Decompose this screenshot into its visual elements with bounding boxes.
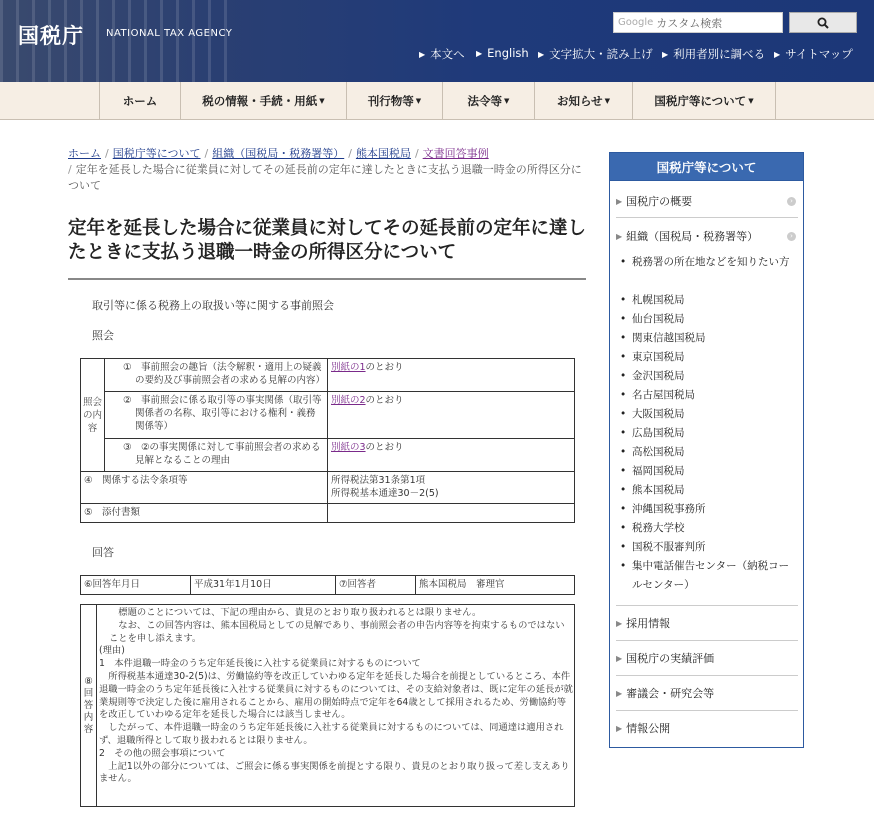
bullet-icon: • <box>620 313 627 325</box>
breadcrumb-current: 定年を延長した場合に従業員に対してその延長前の定年に達したときに支払う退職一時金の所得区分について <box>68 163 582 192</box>
bullet-icon: • <box>620 427 627 439</box>
sidebar-subitem[interactable]: • 札幌国税局 <box>620 291 792 310</box>
bullet-icon: • <box>620 408 627 420</box>
answer-paragraph: なお、この回答内容は、熊本国税局としての見解であり、事前照会者の申告内容等を拘束するものではないことを申し添えます。 <box>109 619 565 644</box>
arrow-right-icon: ▶ <box>419 49 426 59</box>
inquiry-row-value: 別紙の3のとおり <box>328 439 575 472</box>
gnav-home[interactable]: ホーム <box>99 82 180 120</box>
bullet-icon: • <box>620 465 627 477</box>
sidebar-item-councils[interactable]: ▶ 審議会・研究会等 <box>616 687 715 700</box>
chevron-down-icon: ▼ <box>415 97 422 105</box>
chevron-down-icon: ▼ <box>748 97 754 105</box>
gnav-news[interactable]: お知らせ ▼ <box>534 82 632 120</box>
site-logo-english[interactable]: NATIONAL TAX AGENCY <box>106 28 233 39</box>
site-logo[interactable]: 国税庁 <box>18 23 84 48</box>
arrow-right-icon: ▶ <box>616 688 623 698</box>
inquiry-row-value: 別紙の1のとおり <box>328 359 575 392</box>
breadcrumb-link-kumamoto[interactable]: 熊本国税局 <box>355 147 411 160</box>
answer-paragraph: したがって、本件退職一時金のうち定年延長後に入社する従業員に対するものについては、同通達は適用されず、退職所得として取り扱われるとは限りません。 <box>99 722 564 746</box>
answer-side-label: ⑧ 回 答 内 容 <box>81 605 97 806</box>
bullet-icon: • <box>620 541 627 553</box>
sidebar-subitem[interactable]: • 沖縄国税事務所 <box>620 500 792 519</box>
inquiry-row-value: 別紙の2のとおり <box>328 392 575 439</box>
inquiry-table <box>80 358 575 523</box>
inquiry-row-label: ① 事前照会の趣旨（法令解釈・適用上の疑義の要約及び事前照会者の求める見解の内容） <box>105 359 328 392</box>
util-link-sitemap[interactable]: ▶ サイトマップ <box>774 47 853 61</box>
bullet-icon: • <box>620 332 627 344</box>
arrow-right-icon: ▶ <box>774 49 781 59</box>
bullet-icon: • <box>620 446 627 458</box>
sidebar-subitem[interactable]: • 大阪国税局 <box>620 405 792 424</box>
breadcrumb-link-about[interactable]: 国税庁等について <box>112 147 201 160</box>
sidebar-subitem[interactable]: • 関東信越国税局 <box>620 329 792 348</box>
search-provider-label: Google <box>618 17 654 28</box>
bullet-icon: • <box>620 370 627 382</box>
sidebar-subitem[interactable]: • 熊本国税局 <box>620 481 792 500</box>
answer-paragraph: 所得税基本通達30-2(5)は、労働協約等を改正していわゆる定年を延長した場合を前提としているところ、本件退職一時金のうち定年延長後に入社する従業員に対するものについては、その支給対象者は、既に定年の延長が就業規則等で決定した後に雇用されることから、雇用の開始時点で定年を64歳として採用されるため、労働協約等を改正していわゆる定年を延長した場合には該当しません。 <box>99 670 573 721</box>
document-subtitle: 取引等に係る税務上の取扱い等に関する事前照会 <box>92 299 334 312</box>
bullet-icon: • <box>620 522 627 534</box>
answer-paragraph: 標題のことについては、下記の理由から、貴見のとおり取り扱われるとは限りません。 <box>109 607 482 618</box>
util-link-by-user[interactable]: ▶ 利用者別に調べる <box>662 47 766 61</box>
sidebar-subitem[interactable]: • 集中電話催告センター（納税コールセンター） <box>620 557 792 595</box>
chevron-down-icon: ▼ <box>604 97 611 105</box>
answer-paragraph: (理由) <box>99 645 125 657</box>
util-link-english[interactable]: ▶ English <box>476 46 529 60</box>
sidebar-subitem[interactable]: • 高松国税局 <box>620 443 792 462</box>
answer-content <box>99 607 573 786</box>
answer-meta-table <box>80 575 575 595</box>
search-placeholder: カスタム検索 <box>656 16 723 30</box>
sidebar-title[interactable]: 国税庁等について <box>610 153 803 181</box>
arrow-right-icon: ▶ <box>616 618 623 628</box>
arrow-right-icon: ▶ <box>662 49 669 59</box>
util-link-text-size[interactable]: ▶ 文字拡大・読み上げ <box>538 47 653 61</box>
answer-box <box>80 604 575 807</box>
bullet-icon: • <box>620 294 627 306</box>
global-nav <box>0 82 874 120</box>
site-header <box>0 0 874 82</box>
answer-date-label: ⑥回答年月日 <box>81 576 191 595</box>
sidebar-item-performance[interactable]: ▶ 国税庁の実績評価 <box>616 652 715 665</box>
sidebar-subitem[interactable]: • 仙台国税局 <box>620 310 792 329</box>
arrow-right-icon: ▶ <box>616 196 623 206</box>
chevron-down-icon: ▼ <box>504 97 510 105</box>
bullet-icon: • <box>620 256 627 268</box>
bullet-icon: • <box>620 503 627 515</box>
arrow-right-icon: ▶ <box>616 723 623 733</box>
gnav-laws[interactable]: 法令等 ▼ <box>442 82 534 120</box>
gnav-publications[interactable]: 刊行物等 ▼ <box>346 82 442 120</box>
breadcrumb-link-home[interactable]: ホーム <box>68 147 101 160</box>
law-value: 所得税法第31条第1項 所得税基本通達30－2(5) <box>328 472 575 504</box>
answer-paragraph: 1 本件退職一時金のうち定年延長後に入社する従業員に対するものについて <box>99 658 421 670</box>
breadcrumb-link-organization[interactable]: 組織（国税局・税務署等） <box>212 147 345 160</box>
sidebar-item-overview[interactable]: ▶ 国税庁の概要 › <box>616 193 798 209</box>
law-label: ④ 関係する法令条項等 <box>81 472 328 504</box>
divider <box>616 675 798 676</box>
sidebar-item-recruit[interactable]: ▶ 採用情報 <box>616 617 671 630</box>
bullet-icon: • <box>620 389 627 401</box>
attachment-link[interactable]: 別紙の3 <box>331 442 366 453</box>
arrow-right-icon: ▶ <box>616 653 623 663</box>
arrow-right-icon: ▶ <box>538 49 545 59</box>
answer-date-value: 平成31年1月10日 <box>191 576 336 595</box>
search-input[interactable] <box>613 12 783 33</box>
attachment-link[interactable]: 別紙の1 <box>331 362 366 373</box>
util-link-skip[interactable]: ▶ 本文へ <box>419 47 465 61</box>
sidebar-nav <box>609 152 804 748</box>
sidebar-subitem[interactable]: • 税務大学校 <box>620 519 792 538</box>
bullet-icon: • <box>620 351 627 363</box>
title-divider <box>68 278 586 280</box>
inquiry-side-label: 照会の内容 <box>81 359 105 472</box>
bullet-icon: • <box>620 484 627 496</box>
sidebar-item-disclosure[interactable]: ▶ 情報公開 <box>616 722 671 735</box>
divider <box>616 710 798 711</box>
sidebar-item-organization[interactable]: ▶ 組織（国税局・税務署等） › <box>616 228 798 244</box>
gnav-about[interactable]: 国税庁等について ▼ <box>632 82 776 120</box>
sidebar-subitem[interactable]: • 税務署の所在地などを知りたい方 <box>620 253 792 272</box>
answer-person-value: 熊本国税局 審理官 <box>416 576 575 595</box>
breadcrumb-link-written-answers[interactable]: 文書回答事例 <box>422 147 489 160</box>
answer-paragraph: 2 その他の照会事項について <box>99 747 226 759</box>
chevron-down-icon: ▼ <box>319 97 325 105</box>
divider <box>616 217 798 218</box>
inquiry-row-label: ③ ②の事実関係に対して事前照会者の求める見解となることの理由 <box>105 439 328 472</box>
arrow-right-icon: ▶ <box>476 48 483 58</box>
inquiry-row-label: ② 事前照会に係る取引等の事実関係（取引等関係者の名称、取引等における権利・義務関係等） <box>105 392 328 439</box>
section-heading-inquiry: 照会 <box>92 329 114 342</box>
sidebar-subitem[interactable]: • 名古屋国税局 <box>620 386 792 405</box>
attachment-link[interactable]: 別紙の2 <box>331 395 366 406</box>
answer-paragraph: 上記1以外の部分については、ご照会に係る事実関係を前提とする限り、貴見のとおり取り扱って差し支えありません。 <box>99 760 570 785</box>
gnav-tax-info[interactable]: 税の情報・手続・用紙 ▼ <box>180 82 346 120</box>
sidebar-subitem[interactable]: • 国税不服審判所 <box>620 538 792 557</box>
search-icon <box>817 17 829 29</box>
divider <box>616 605 798 606</box>
page-title: 定年を延長した場合に従業員に対してその延長前の定年に達したときに支払う退職一時金の所得区分について <box>68 218 587 263</box>
breadcrumb: ホーム / 国税庁等について / 組織（国税局・税務署等） / 熊本国税局 / 文書回答事例 / 定年を延長した場合に従業員に対してその延長前の定年に達したときに支払う退職一時金の所得区分について <box>68 147 582 192</box>
answer-person-label: ⑦回答者 <box>336 576 416 595</box>
bullet-icon: • <box>620 560 627 572</box>
divider <box>616 640 798 641</box>
circle-arrow-icon: › <box>787 232 796 241</box>
sidebar-subitem[interactable]: • 広島国税局 <box>620 424 792 443</box>
sidebar-subitem[interactable]: • 東京国税局 <box>620 348 792 367</box>
attachment-value <box>328 504 575 523</box>
attachment-label: ⑤ 添付書類 <box>81 504 328 523</box>
sidebar-subitem[interactable]: • 金沢国税局 <box>620 367 792 386</box>
section-heading-answer: 回答 <box>92 546 114 559</box>
sidebar-subitem[interactable]: • 福岡国税局 <box>620 462 792 481</box>
circle-arrow-icon: › <box>787 197 796 206</box>
arrow-right-icon: ▶ <box>616 231 623 241</box>
search-button[interactable] <box>789 12 857 33</box>
